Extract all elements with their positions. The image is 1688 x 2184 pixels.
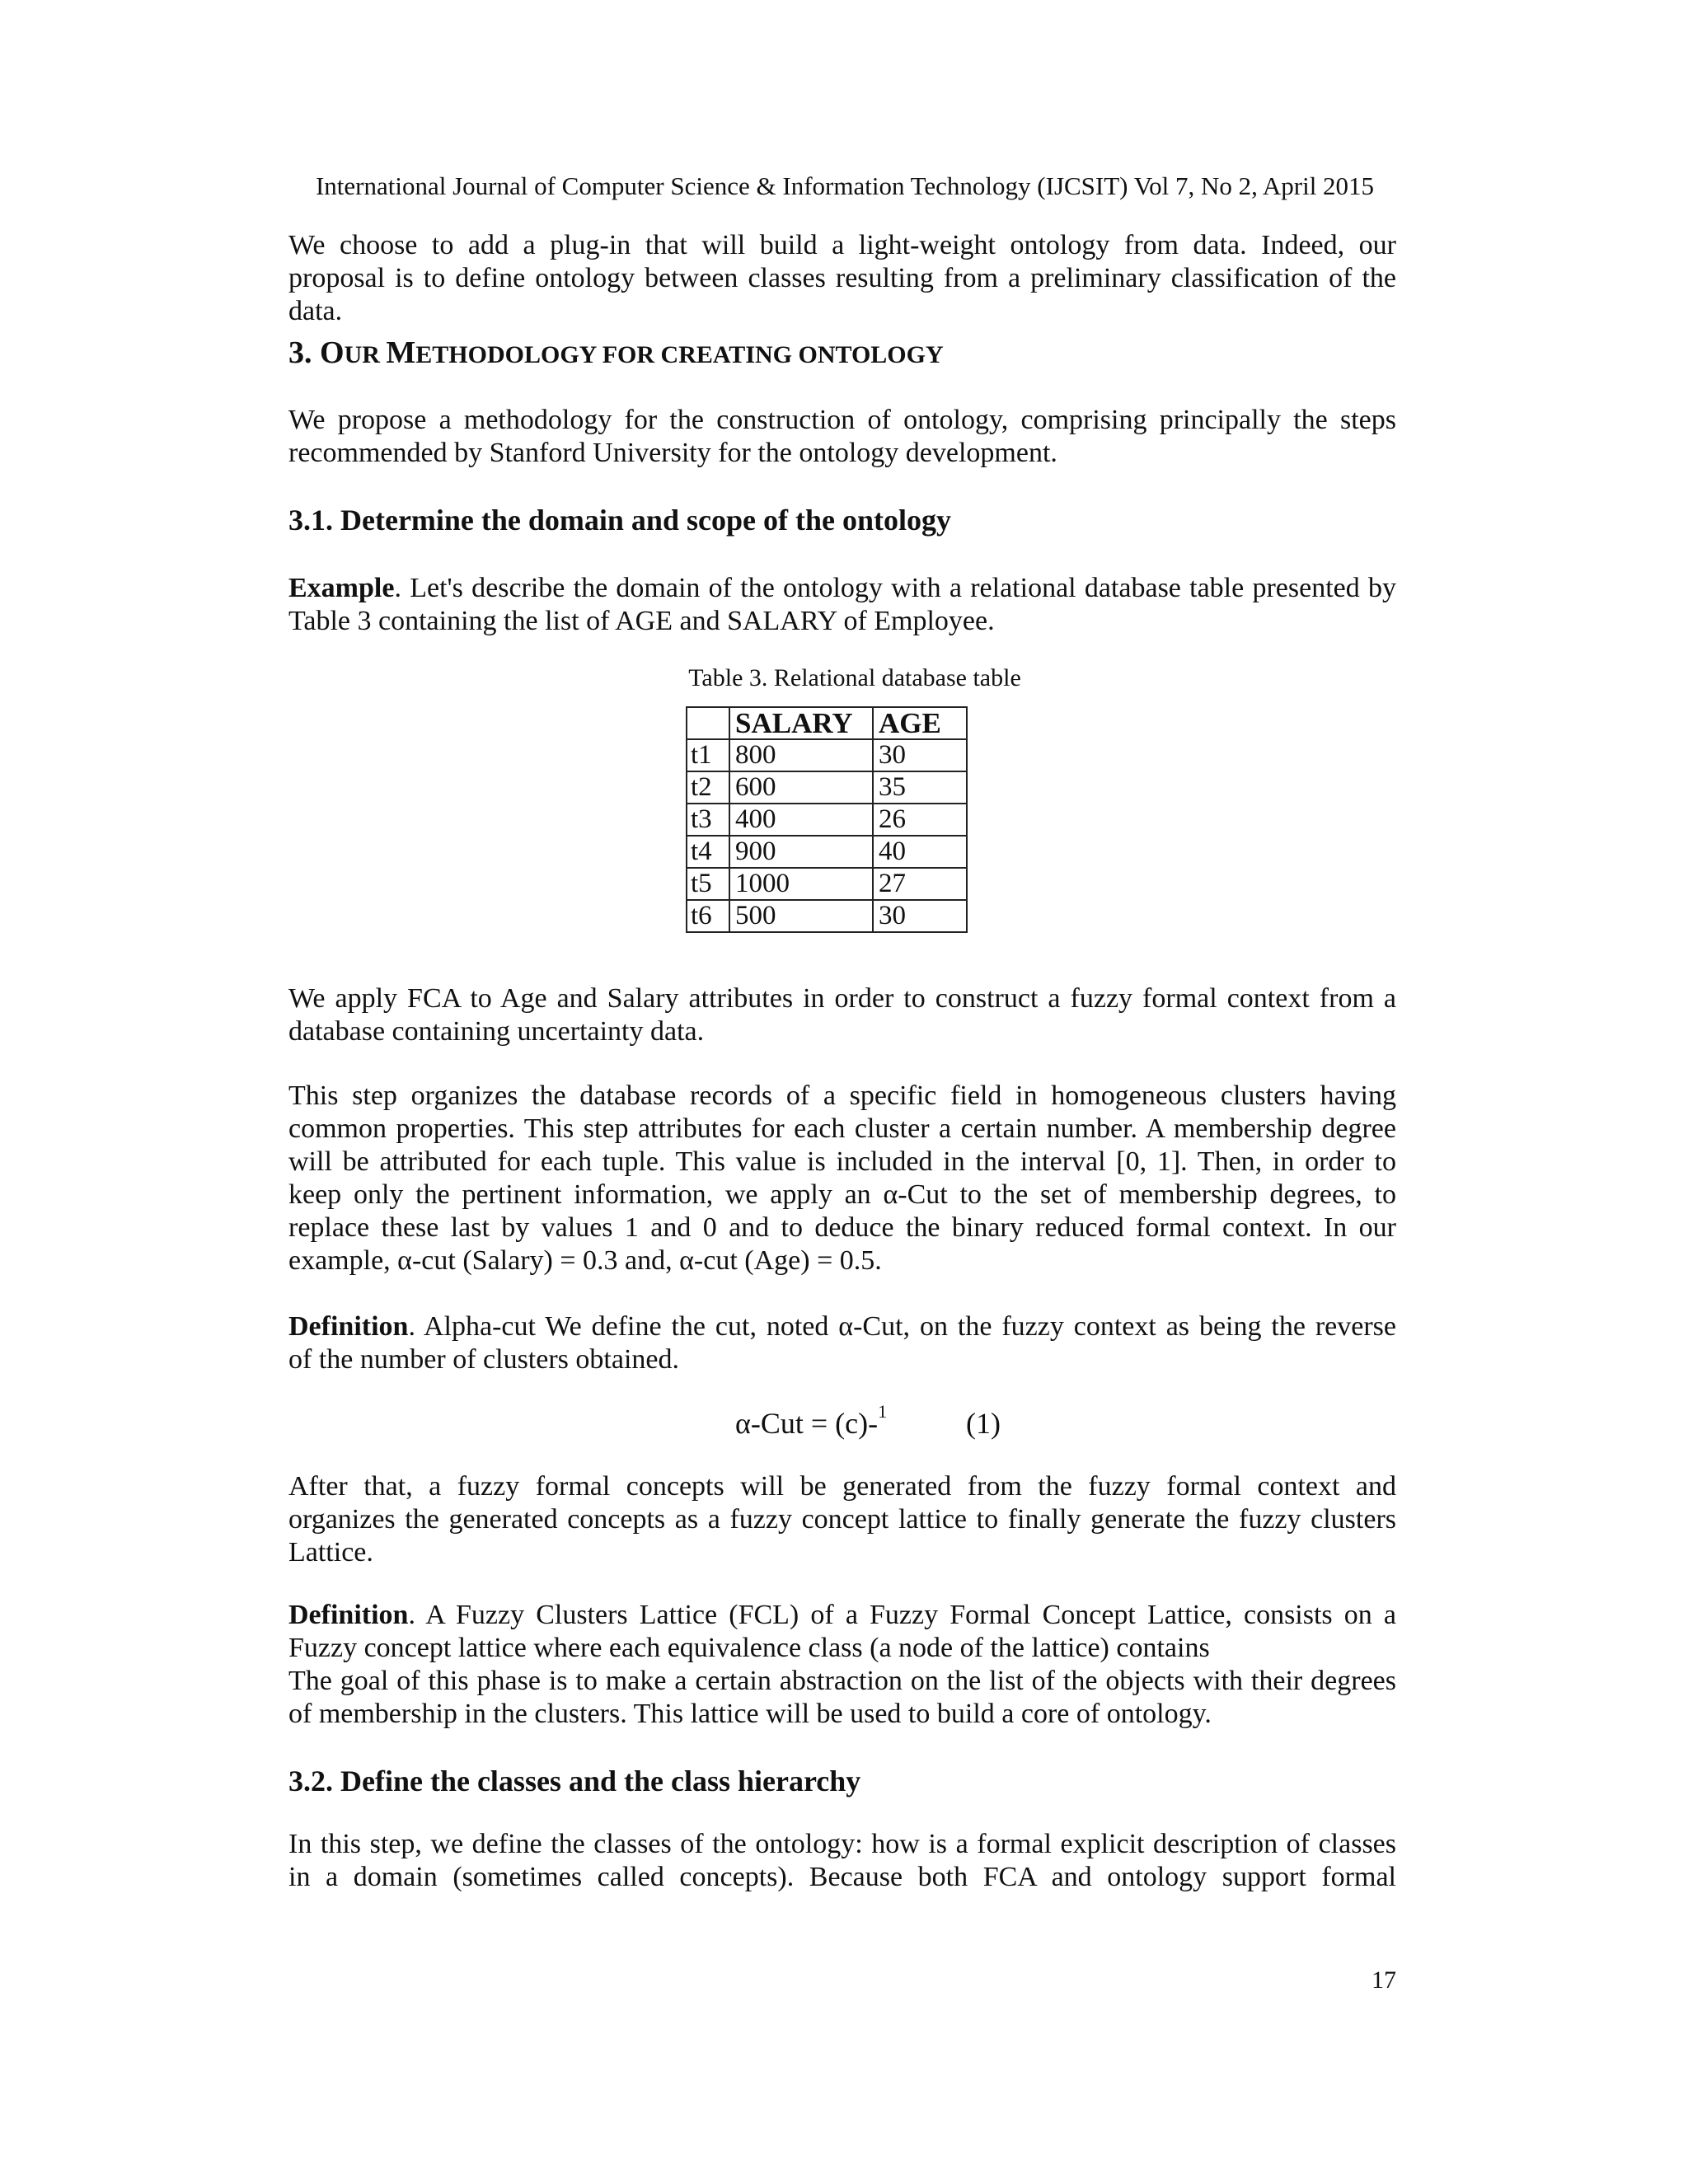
definition-label: Definition bbox=[288, 1311, 409, 1342]
section-number: 3. bbox=[288, 335, 320, 370]
text-line: common properties. This step attributes for each cluster a certain number. A membership degree bbox=[288, 1113, 1396, 1144]
table-cell: 35 bbox=[873, 771, 967, 804]
text-line: example, α-cut (Salary) = 0.3 and, α-cut (Age) = 0.5. bbox=[288, 1245, 882, 1276]
heading-smallcaps: ETHODOLOGY FOR CREATING ONTOLOGY bbox=[415, 341, 944, 368]
text-line: keep only the pertinent information, we apply an α-Cut to the set of membership degrees, to bbox=[288, 1179, 1396, 1210]
text-line: in a domain (sometimes called concepts). Because both FCA and ontology support formal bbox=[288, 1862, 1396, 1892]
text-line: We propose a methodology for the construction of ontology, comprising principally the steps bbox=[288, 405, 1396, 435]
text-line: database containing uncertainty data. bbox=[288, 1016, 705, 1047]
table-row bbox=[687, 739, 967, 771]
table-cell: 30 bbox=[873, 739, 967, 771]
text-line: data. bbox=[288, 296, 343, 326]
after-paragraph bbox=[288, 1470, 1396, 1569]
text-line: We choose to add a plug-in that will build a light-weight ontology from data. Indeed, our bbox=[288, 230, 1396, 260]
table-cell: t4 bbox=[687, 836, 729, 868]
table-row bbox=[687, 804, 967, 836]
table-cell: 30 bbox=[873, 900, 967, 932]
section-3-heading bbox=[288, 335, 944, 371]
table-cell: 26 bbox=[873, 804, 967, 836]
text-line bbox=[288, 1599, 1396, 1632]
table-row bbox=[687, 771, 967, 804]
table-row bbox=[687, 868, 967, 900]
heading-smallcaps: UR bbox=[344, 341, 387, 368]
table-row bbox=[687, 836, 967, 868]
clustering-step-paragraph bbox=[288, 1080, 1396, 1277]
table-cell: t1 bbox=[687, 739, 729, 771]
table-cell: 400 bbox=[729, 804, 873, 836]
text-line: organizes the generated concepts as a fuzzy concept lattice to finally generate the fuzzy clusters bbox=[288, 1504, 1396, 1535]
table-cell: 500 bbox=[729, 900, 873, 932]
equation-exponent: 1 bbox=[878, 1401, 888, 1422]
table-row bbox=[687, 900, 967, 932]
running-header: International Journal of Computer Science & Information Technology (IJCSIT) Vol 7, No 2, April 2015 bbox=[315, 171, 1375, 200]
table-caption: Table 3. Relational database table bbox=[688, 664, 1021, 691]
classes-paragraph bbox=[288, 1828, 1396, 1894]
table-cell: 27 bbox=[873, 868, 967, 900]
text-line: of membership in the clusters. This lattice will be used to build a core of ontology. bbox=[288, 1699, 1212, 1729]
text-line: Lattice. bbox=[288, 1537, 373, 1568]
table-cell: 40 bbox=[873, 836, 967, 868]
methodology-paragraph bbox=[288, 404, 1396, 470]
example-label: Example bbox=[288, 573, 395, 603]
definition-label: Definition bbox=[288, 1600, 409, 1630]
text-line: of the number of clusters obtained. bbox=[288, 1344, 679, 1375]
table-cell: 600 bbox=[729, 771, 873, 804]
heading-cap: O bbox=[320, 335, 345, 370]
text-line bbox=[288, 1310, 1396, 1343]
table-cell: t5 bbox=[687, 868, 729, 900]
definition-alpha-cut bbox=[288, 1310, 1396, 1376]
text-line: Table 3 containing the list of AGE and SALARY of Employee. bbox=[288, 606, 995, 636]
column-header: AGE bbox=[873, 707, 967, 739]
relational-database-table bbox=[686, 706, 968, 933]
definition-fcl bbox=[288, 1599, 1396, 1731]
section-3-2-heading: 3.2. Define the classes and the class hierarchy bbox=[288, 1765, 861, 1797]
example-text: . Let's describe the domain of the ontology with a relational database table presented by bbox=[394, 573, 1396, 603]
text-line: In this step, we define the classes of the ontology: how is a formal explicit description of classes bbox=[288, 1829, 1396, 1859]
text-line: replace these last by values 1 and 0 and to deduce the binary reduced formal context. In our bbox=[288, 1212, 1396, 1243]
equation-number: (1) bbox=[966, 1407, 1001, 1440]
definition-text: . Alpha-cut We define the cut, noted α-Cut, on the fuzzy context as being the reverse bbox=[408, 1311, 1396, 1342]
text-line: recommended by Stanford University for the ontology development. bbox=[288, 438, 1057, 468]
column-header: SALARY bbox=[729, 707, 873, 739]
table-cell: t3 bbox=[687, 804, 729, 836]
intro-paragraph bbox=[288, 229, 1396, 328]
text-line bbox=[288, 572, 1396, 605]
table-header-row bbox=[687, 707, 967, 739]
fca-paragraph bbox=[288, 982, 1396, 1048]
text-line: will be attributed for each tuple. This value is included in the interval [0, 1]. Then, in order to bbox=[288, 1146, 1396, 1177]
section-3-1-heading: 3.1. Determine the domain and scope of the ontology bbox=[288, 504, 951, 537]
text-line: The goal of this phase is to make a certain abstraction on the list of the objects with their degrees bbox=[288, 1666, 1396, 1696]
table-cell: 800 bbox=[729, 739, 873, 771]
table-cell: t6 bbox=[687, 900, 729, 932]
table-cell: 900 bbox=[729, 836, 873, 868]
definition-text: . A Fuzzy Clusters Lattice (FCL) of a Fuzzy Formal Concept Lattice, consists on a bbox=[408, 1600, 1396, 1630]
column-header bbox=[687, 707, 729, 739]
table-cell: 1000 bbox=[729, 868, 873, 900]
text-line: proposal is to define ontology between classes resulting from a preliminary classification of the bbox=[288, 263, 1396, 293]
equation-1 bbox=[735, 1401, 1001, 1441]
text-line: We apply FCA to Age and Salary attributes in order to construct a fuzzy formal context from a bbox=[288, 983, 1396, 1014]
heading-cap: M bbox=[386, 335, 416, 370]
text-line: This step organizes the database records of a specific field in homogeneous clusters having bbox=[288, 1080, 1396, 1111]
page-number: 17 bbox=[1372, 1966, 1396, 1994]
example-paragraph bbox=[288, 572, 1396, 638]
equation-lhs: α-Cut = (c)- bbox=[735, 1407, 879, 1440]
text-line: After that, a fuzzy formal concepts will be generated from the fuzzy formal context and bbox=[288, 1471, 1396, 1502]
text-line: Fuzzy concept lattice where each equivalence class (a node of the lattice) contains bbox=[288, 1633, 1210, 1663]
table-cell: t2 bbox=[687, 771, 729, 804]
